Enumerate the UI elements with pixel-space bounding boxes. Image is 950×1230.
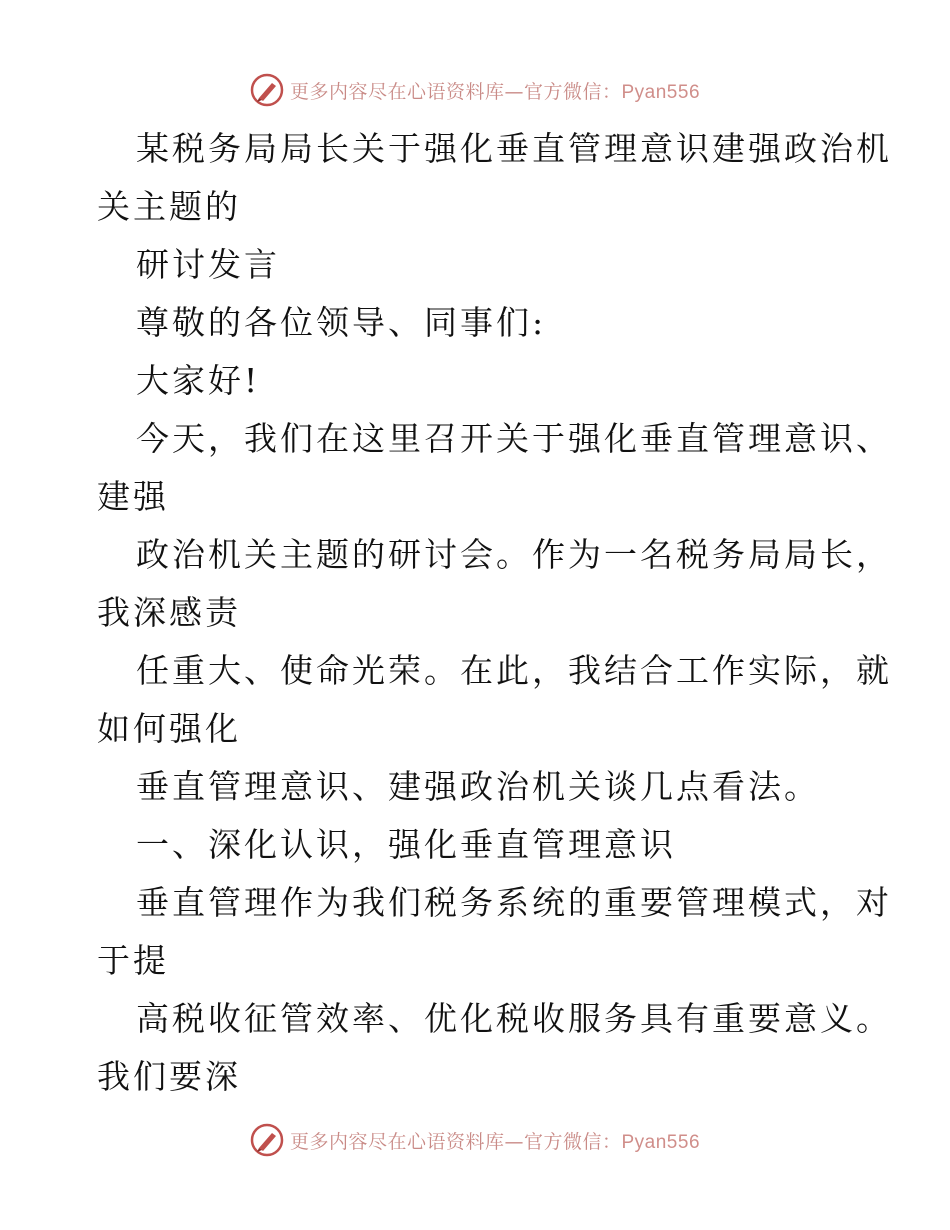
text-line: 垂直管理作为我们税务系统的重要管理模式，对 — [136, 883, 892, 922]
footer-watermark — [0, 1120, 950, 1160]
text-line: 大家好! — [136, 361, 261, 400]
text-line: 关主题的 — [97, 187, 241, 226]
text-line: 某税务局局长关于强化垂直管理意识建强政治机 — [136, 129, 892, 168]
section-heading: 一、深化认识，强化垂直管理意识 — [136, 825, 676, 864]
text-line: 如何强化 — [97, 709, 241, 748]
text-line: 于提 — [97, 941, 169, 980]
watermark-text: 更多内容尽在心语资料库—官方微信：Pyan556 — [289, 1130, 701, 1153]
watermark-text: 更多内容尽在心语资料库—官方微信：Pyan556 — [289, 80, 701, 103]
text-line: 尊敬的各位领导、同事们: — [136, 303, 547, 342]
text-line: 任重大、使命光荣。在此，我结合工作实际，就 — [136, 651, 892, 690]
text-line: 今天，我们在这里召开关于强化垂直管理意识、 — [136, 419, 892, 458]
text-line: 垂直管理意识、建强政治机关谈几点看法。 — [136, 767, 820, 806]
text-line: 我们要深 — [97, 1057, 241, 1096]
header-watermark — [0, 70, 950, 110]
text-line: 研讨发言 — [136, 245, 280, 284]
text-line: 建强 — [97, 477, 169, 516]
text-line: 政治机关主题的研讨会。作为一名税务局局长， — [136, 535, 892, 574]
pen-logo-icon — [250, 73, 284, 107]
text-line: 我深感责 — [97, 593, 241, 632]
text-line: 高税收征管效率、优化税收服务具有重要意义。 — [136, 999, 892, 1038]
document-body — [97, 120, 892, 1106]
pen-logo-icon — [250, 1123, 284, 1157]
